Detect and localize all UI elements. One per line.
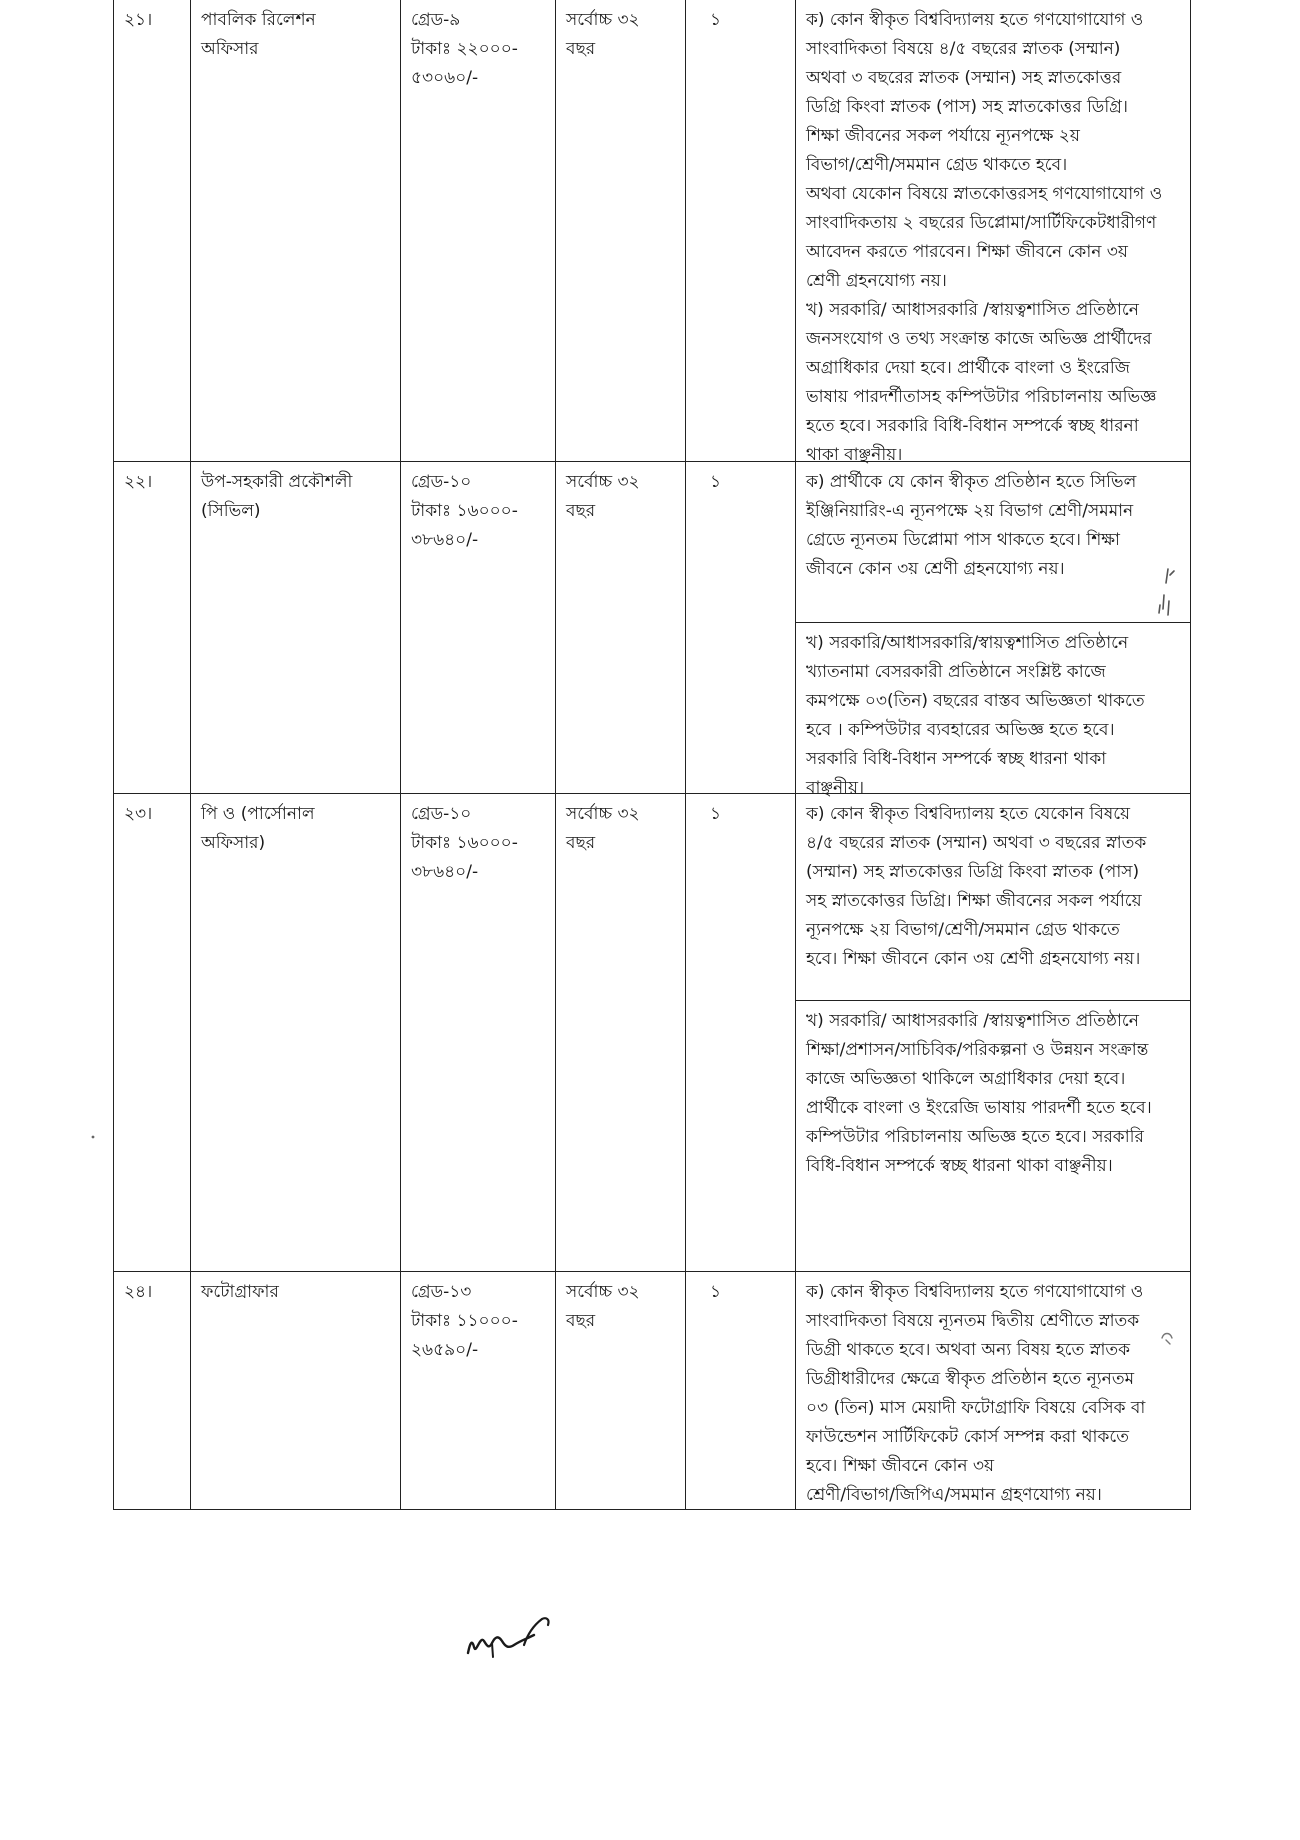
table-row <box>114 794 1191 1272</box>
scan-mark-decoration <box>1158 1328 1178 1348</box>
qualification-line: কাজে অভিজ্ঞতা থাকিলে অগ্রাধিকার দেয়া হবে। <box>806 1069 1126 1089</box>
post-name-cell <box>191 0 401 462</box>
qualification-line: ৪/৫ বছরের স্নাতক (সম্মান) অথবা ৩ বছরের স্নাতক <box>806 833 1147 853</box>
recruitment-table-sheet <box>113 0 1190 1510</box>
handwritten-initial-signature <box>462 1605 572 1665</box>
qualification-line: (সম্মান) সহ স্নাতকোত্তর ডিগ্রি কিংবা স্নাতক (পাস) <box>806 862 1140 882</box>
post-name-cell-line: (সিভিল) <box>201 501 261 521</box>
age-limit-cell-line: সর্বোচ্চ ৩২ <box>566 1282 640 1302</box>
grade-salary-cell <box>401 794 556 1272</box>
serial-cell <box>114 794 191 1272</box>
post-count-cell <box>686 794 796 1272</box>
post-name-cell <box>191 1272 401 1510</box>
grade-salary-cell-line: ৫৩০৬০/- <box>411 68 479 88</box>
serial-cell-text: ২৪। <box>124 1282 153 1302</box>
qualification-line: ক) কোন স্বীকৃত বিশ্ববিদ্যালয় হতে গণযোগাযোগ ও <box>806 1282 1144 1302</box>
qualification-line: অথবা যেকোন বিষয়ে স্নাতকোত্তরসহ গণযোগাযোগ ও <box>806 184 1163 204</box>
qualification-line: সাংবাদিকতায় ২ বছরের ডিপ্লোমা/সার্টিফিকেটধারীগণ <box>806 213 1157 233</box>
serial-cell <box>114 1272 191 1510</box>
qualification-line: জীবনে কোন ৩য় শ্রেণী গ্রহনযোগ্য নয়। <box>806 559 1065 579</box>
age-limit-cell-line: বছর <box>566 833 596 853</box>
qualification-line: সাংবাদিকতা বিষয়ে ৪/৫ বছরের স্নাতক (সম্মান) <box>806 39 1121 59</box>
qualification-line: ডিগ্রীধারীদের ক্ষেত্রে স্বীকৃত প্রতিষ্ঠান হতে ন্যূনতম <box>806 1369 1135 1389</box>
grade-salary-cell-line: ২৬৫৯০/- <box>411 1340 479 1360</box>
post-count-cell-text: ১ <box>710 472 722 492</box>
qualification-line: ডিগ্রী থাকতে হবে। অথবা অন্য বিষয় হতে স্নাতক <box>806 1340 1131 1360</box>
qualification-line: বাঞ্ছনীয়। <box>806 778 865 798</box>
qualification-line: ক) প্রার্থীকে যে কোন স্বীকৃত প্রতিষ্ঠান হতে সিভিল <box>806 472 1137 492</box>
qualification-line: শিক্ষা জীবনের সকল পর্যায়ে ন্যূনপক্ষে ২য় <box>806 126 1080 146</box>
post-name-cell-line: ফটোগ্রাফার <box>201 1282 279 1302</box>
table-row <box>114 0 1191 462</box>
serial-cell <box>114 462 191 794</box>
qualification-block <box>796 794 1190 1000</box>
age-limit-cell-line: সর্বোচ্চ ৩২ <box>566 472 640 492</box>
grade-salary-cell-line: গ্রেড-১০ <box>411 472 472 492</box>
post-count-cell-text: ১ <box>710 804 722 824</box>
grade-salary-cell <box>401 0 556 462</box>
age-limit-cell-line: সর্বোচ্চ ৩২ <box>566 10 640 30</box>
grade-salary-cell-line: গ্রেড-১৩ <box>411 1282 472 1302</box>
qualification-line: আবেদন করতে পারবেন। শিক্ষা জীবনে কোন ৩য় <box>806 242 1128 262</box>
qualification-line: ক) কোন স্বীকৃত বিশ্ববিদ্যালয় হতে যেকোন বিষয়ে <box>806 804 1131 824</box>
post-count-cell-text: ১ <box>710 1282 722 1302</box>
qualification-line: হবে । কম্পিউটার ব্যবহারের অভিজ্ঞ হতে হবে। <box>806 720 1115 740</box>
grade-salary-cell-line: টাকাঃ ১১০০০- <box>411 1311 518 1331</box>
serial-cell-text: ২৩। <box>124 804 153 824</box>
qualification-block <box>796 462 1190 622</box>
qualification-line: অথবা ৩ বছরের স্নাতক (সম্মান) সহ স্নাতকোত্তর <box>806 68 1122 88</box>
post-name-cell-line: অফিসার <box>201 39 259 59</box>
grade-salary-cell-line: টাকাঃ ২২০০০- <box>411 39 518 59</box>
qualification-block <box>796 1000 1190 1271</box>
qualification-line: ন্যূনপক্ষে ২য় বিভাগ/শ্রেণী/সমমান গ্রেড থাকতে <box>806 920 1120 940</box>
age-limit-cell-line: সর্বোচ্চ ৩২ <box>566 804 640 824</box>
age-limit-cell <box>556 462 686 794</box>
qualification-line: কম্পিউটার পরিচালনায় অভিজ্ঞ হতে হবে। সরকারি <box>806 1127 1144 1147</box>
grade-salary-cell-line: ৩৮৬৪০/- <box>411 862 479 882</box>
recruitment-table-body <box>114 0 1191 1510</box>
post-name-cell-line: অফিসার) <box>201 833 266 853</box>
post-name-cell <box>191 794 401 1272</box>
serial-cell-text: ২২। <box>124 472 153 492</box>
qualification-line: খ্যাতনামা বেসরকারী প্রতিষ্ঠানে সংশ্লিষ্ট কাজে <box>806 662 1106 682</box>
qualification-line: অগ্রাধিকার দেয়া হবে। প্রার্থীকে বাংলা ও ইংরেজি <box>806 358 1130 378</box>
qualification-line: বিভাগ/শ্রেণী/সমমান গ্রেড থাকতে হবে। <box>806 155 1068 175</box>
post-name-cell-line: উপ-সহকারী প্রকৌশলী <box>201 472 353 492</box>
post-name-cell <box>191 462 401 794</box>
qualification-line: সাংবাদিকতা বিষয়ে ন্যূনতম দ্বিতীয় শ্রেণীতে স্নাতক <box>806 1311 1140 1331</box>
age-limit-cell-line: বছর <box>566 39 596 59</box>
qualification-line: সরকারি বিধি-বিধান সম্পর্কে স্বচ্ছ ধারনা থাকা <box>806 749 1107 769</box>
qualification-line: হতে হবে। সরকারি বিধি-বিধান সম্পর্কে স্বচ্ছ ধারনা <box>806 416 1139 436</box>
serial-cell-text: ২১। <box>124 10 153 30</box>
qualification-line: গ্রেডে ন্যূনতম ডিপ্লোমা পাস থাকতে হবে। শিক্ষা <box>806 530 1120 550</box>
table-row <box>114 1272 1191 1510</box>
age-limit-cell-line: বছর <box>566 1311 596 1331</box>
qualification-line: ০৩ (তিন) মাস মেয়াদী ফটোগ্রাফি বিষয়ে বেসিক বা <box>806 1398 1146 1418</box>
qualification-line: ফাউন্ডেশন সার্টিফিকেট কোর্স সম্পন্ন করা থাকতে <box>806 1427 1129 1447</box>
age-limit-cell <box>556 794 686 1272</box>
table-row <box>114 462 1191 794</box>
qualification-line: কমপক্ষে ০৩(তিন) বছরের বাস্তব অভিজ্ঞতা থাকতে <box>806 691 1145 711</box>
post-count-cell-text: ১ <box>710 10 722 30</box>
qualification-line: ভাষায় পারদর্শীতাসহ কম্পিউটার পরিচালনায় অভিজ্ঞ <box>806 387 1157 407</box>
qualification-line: শ্রেণী/বিভাগ/জিপিএ/সমমান গ্রহণযোগ্য নয়। <box>806 1485 1102 1505</box>
age-limit-cell-line: বছর <box>566 501 596 521</box>
qualification-line: থাকা বাঞ্ছনীয়। <box>806 445 903 465</box>
qualification-line: জনসংযোগ ও তথ্য সংক্রান্ত কাজে অভিজ্ঞ প্রার্থীদের <box>806 329 1152 349</box>
grade-salary-cell-line: টাকাঃ ১৬০০০- <box>411 833 518 853</box>
post-count-cell <box>686 462 796 794</box>
qualification-line: ডিগ্রি কিংবা স্নাতক (পাস) সহ স্নাতকোত্তর ডিগ্রি। <box>806 97 1128 117</box>
qualification-cell <box>796 462 1191 798</box>
qualification-line: শিক্ষা/প্রশাসন/সাচিবিক/পরিকল্পনা ও উন্নয়ন সংক্রান্ত <box>806 1040 1149 1060</box>
qualification-line: প্রার্থীকে বাংলা ও ইংরেজি ভাষায় পারদর্শী হতে হবে। <box>806 1098 1152 1118</box>
age-limit-cell <box>556 0 686 462</box>
qualification-block <box>796 0 1190 465</box>
grade-salary-cell <box>401 462 556 794</box>
qualification-line: খ) সরকারি/আধাসরকারি/স্বায়ত্বশাসিত প্রতিষ্ঠানে <box>806 633 1129 653</box>
qualification-line: ইঞ্জিনিয়ারিং-এ ন্যূনপক্ষে ২য় বিভাগ শ্রেণী/সমমান <box>806 501 1134 521</box>
qualification-line: শ্রেণী গ্রহনযোগ্য নয়। <box>806 271 947 291</box>
post-count-cell <box>686 0 796 462</box>
qualification-line: খ) সরকারি/ আধাসরকারি /স্বায়ত্বশাসিত প্রতিষ্ঠানে <box>806 1011 1139 1031</box>
grade-salary-cell-line: ৩৮৬৪০/- <box>411 530 479 550</box>
qualification-line: ক) কোন স্বীকৃত বিশ্ববিদ্যালয় হতে গণযোগাযোগ ও <box>806 10 1144 30</box>
scan-mark-decoration <box>1150 565 1180 625</box>
serial-cell <box>114 0 191 462</box>
post-name-cell-line: পাবলিক রিলেশন <box>201 10 316 30</box>
grade-salary-cell-line: টাকাঃ ১৬০০০- <box>411 501 518 521</box>
grade-salary-cell-line: গ্রেড-৯ <box>411 10 461 30</box>
qualification-line: খ) সরকারি/ আধাসরকারি /স্বায়ত্বশাসিত প্রতিষ্ঠানে <box>806 300 1139 320</box>
qualification-line: হবে। শিক্ষা জীবনে কোন ৩য় <box>806 1456 994 1476</box>
recruitment-table <box>113 0 1191 1510</box>
qualification-cell <box>796 0 1191 465</box>
scan-mark-decoration <box>90 1134 96 1140</box>
qualification-cell <box>796 794 1191 1272</box>
grade-salary-cell-line: গ্রেড-১০ <box>411 804 472 824</box>
qualification-block <box>796 1272 1190 1509</box>
qualification-block <box>796 622 1190 798</box>
age-limit-cell <box>556 1272 686 1510</box>
post-count-cell <box>686 1272 796 1510</box>
qualification-line: সহ স্নাতকোত্তর ডিগ্রি। শিক্ষা জীবনের সকল পর্যায়ে <box>806 891 1142 911</box>
grade-salary-cell <box>401 1272 556 1510</box>
qualification-cell <box>796 1272 1191 1510</box>
post-name-cell-line: পি ও (পার্সোনাল <box>201 804 315 824</box>
qualification-line: বিধি-বিধান সম্পর্কে স্বচ্ছ ধারনা থাকা বাঞ্ছনীয়। <box>806 1156 1113 1176</box>
qualification-line: হবে। শিক্ষা জীবনে কোন ৩য় শ্রেণী গ্রহনযোগ্য নয়। <box>806 949 1141 969</box>
